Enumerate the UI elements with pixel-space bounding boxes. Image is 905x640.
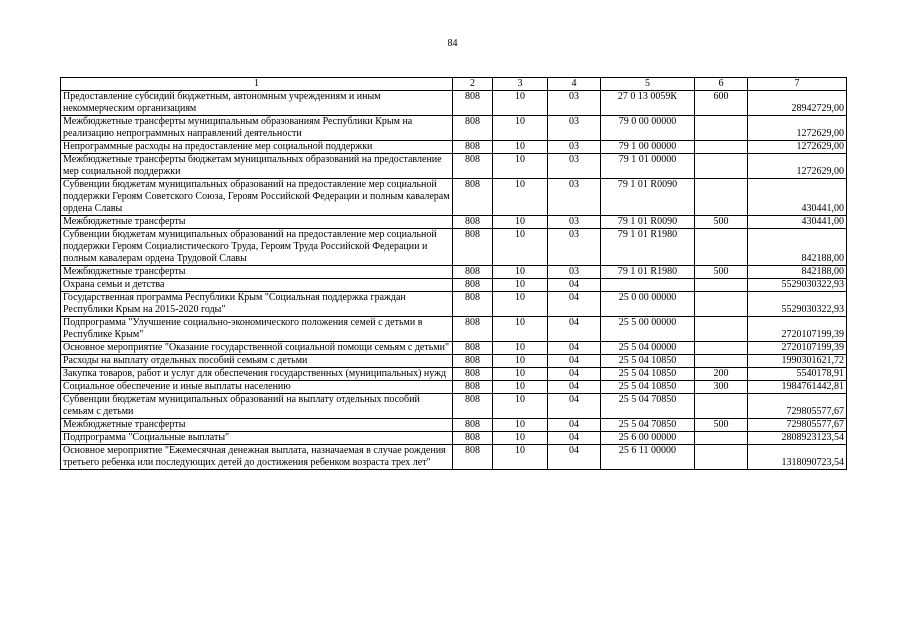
row-expense-type-cell xyxy=(695,179,748,216)
header-cell-name: 1 xyxy=(61,78,453,91)
row-section-cell: 10 xyxy=(493,179,548,216)
row-ministry-code-cell: 808 xyxy=(453,419,493,432)
row-section-cell: 10 xyxy=(493,154,548,179)
row-expense-type-cell xyxy=(695,432,748,445)
header-cell-subsection: 4 xyxy=(548,78,601,91)
row-expense-type-cell xyxy=(695,317,748,342)
row-name-cell: Непрограммные расходы на предоставление мер социальной поддержки xyxy=(61,141,453,154)
row-expense-type-cell: 300 xyxy=(695,381,748,394)
row-subsection-cell: 04 xyxy=(548,292,601,317)
row-expense-type-cell xyxy=(695,342,748,355)
table-row xyxy=(61,317,847,342)
table-row xyxy=(61,445,847,470)
row-target-article-cell: 25 5 04 10850 xyxy=(601,355,695,368)
table-row xyxy=(61,229,847,266)
page-number: 84 xyxy=(447,38,458,49)
row-amount-cell: 5529030322,93 xyxy=(748,279,847,292)
row-amount-cell: 1272629,00 xyxy=(748,154,847,179)
row-target-article-cell: 79 1 00 00000 xyxy=(601,141,695,154)
row-target-article-cell: 25 5 04 70850 xyxy=(601,394,695,419)
table-row xyxy=(61,394,847,419)
row-section-cell: 10 xyxy=(493,368,548,381)
row-name-cell: Социальное обеспечение и иные выплаты населению xyxy=(61,381,453,394)
row-subsection-cell: 03 xyxy=(548,91,601,116)
row-amount-cell: 842188,00 xyxy=(748,229,847,266)
row-target-article-cell: 25 5 04 00000 xyxy=(601,342,695,355)
row-subsection-cell: 04 xyxy=(548,445,601,470)
row-expense-type-cell xyxy=(695,394,748,419)
row-target-article-cell: 25 5 04 70850 xyxy=(601,419,695,432)
row-subsection-cell: 04 xyxy=(548,368,601,381)
row-name-cell: Подпрограмма "Социальные выплаты" xyxy=(61,432,453,445)
row-name-cell: Межбюджетные трансферты бюджетам муниципальных образований на предоставление мер социальной поддержки xyxy=(61,154,453,179)
row-expense-type-cell xyxy=(695,445,748,470)
row-subsection-cell: 04 xyxy=(548,355,601,368)
row-amount-cell: 2720107199,39 xyxy=(748,342,847,355)
row-amount-cell: 5540178,91 xyxy=(748,368,847,381)
row-section-cell: 10 xyxy=(493,381,548,394)
row-section-cell: 10 xyxy=(493,141,548,154)
row-name-cell: Предоставление субсидий бюджетным, автономным учреждениям и иным некоммерческим организациям xyxy=(61,91,453,116)
header-cell-expense-type: 6 xyxy=(695,78,748,91)
table-row xyxy=(61,266,847,279)
row-subsection-cell: 03 xyxy=(548,154,601,179)
row-expense-type-cell: 200 xyxy=(695,368,748,381)
row-ministry-code-cell: 808 xyxy=(453,279,493,292)
row-amount-cell: 842188,00 xyxy=(748,266,847,279)
row-target-article-cell: 79 1 01 R0090 xyxy=(601,216,695,229)
row-name-cell: Межбюджетные трансферты xyxy=(61,266,453,279)
row-ministry-code-cell: 808 xyxy=(453,292,493,317)
header-cell-target: 5 xyxy=(601,78,695,91)
row-amount-cell: 729805577,67 xyxy=(748,419,847,432)
table-row xyxy=(61,419,847,432)
row-target-article-cell: 25 0 00 00000 xyxy=(601,292,695,317)
row-section-cell: 10 xyxy=(493,419,548,432)
row-subsection-cell: 03 xyxy=(548,179,601,216)
row-expense-type-cell xyxy=(695,154,748,179)
row-expense-type-cell: 500 xyxy=(695,419,748,432)
row-target-article-cell: 79 0 00 00000 xyxy=(601,116,695,141)
row-ministry-code-cell: 808 xyxy=(453,229,493,266)
row-name-cell: Межбюджетные трансферты xyxy=(61,216,453,229)
row-ministry-code-cell: 808 xyxy=(453,381,493,394)
row-subsection-cell: 03 xyxy=(548,229,601,266)
row-name-cell: Закупка товаров, работ и услуг для обеспечения государственных (муниципальных) нужд xyxy=(61,368,453,381)
row-target-article-cell: 25 5 04 10850 xyxy=(601,381,695,394)
row-target-article-cell: 25 6 11 00000 xyxy=(601,445,695,470)
row-name-cell: Государственная программа Республики Крым "Социальная поддержка граждан Республики Крым на 2015-2020 годы" xyxy=(61,292,453,317)
row-name-cell: Охрана семьи и детства xyxy=(61,279,453,292)
row-subsection-cell: 03 xyxy=(548,266,601,279)
row-ministry-code-cell: 808 xyxy=(453,216,493,229)
row-amount-cell: 430441,00 xyxy=(748,216,847,229)
row-subsection-cell: 03 xyxy=(548,216,601,229)
row-amount-cell: 5529030322,93 xyxy=(748,292,847,317)
row-subsection-cell: 04 xyxy=(548,419,601,432)
row-section-cell: 10 xyxy=(493,317,548,342)
row-expense-type-cell xyxy=(695,355,748,368)
row-subsection-cell: 04 xyxy=(548,279,601,292)
row-name-cell: Межбюджетные трансферты муниципальным образованиям Республики Крым на реализацию непрограммных направлений деятельности xyxy=(61,116,453,141)
row-target-article-cell: 79 1 01 R1980 xyxy=(601,229,695,266)
row-ministry-code-cell: 808 xyxy=(453,116,493,141)
row-ministry-code-cell: 808 xyxy=(453,266,493,279)
table-row xyxy=(61,116,847,141)
row-ministry-code-cell: 808 xyxy=(453,432,493,445)
row-target-article-cell: 79 1 01 R0090 xyxy=(601,179,695,216)
row-expense-type-cell xyxy=(695,141,748,154)
row-name-cell: Расходы на выплату отдельных пособий семьям с детьми xyxy=(61,355,453,368)
row-subsection-cell: 04 xyxy=(548,381,601,394)
row-section-cell: 10 xyxy=(493,116,548,141)
row-expense-type-cell xyxy=(695,292,748,317)
row-target-article-cell xyxy=(601,279,695,292)
row-ministry-code-cell: 808 xyxy=(453,154,493,179)
row-amount-cell: 2808923123,54 xyxy=(748,432,847,445)
row-section-cell: 10 xyxy=(493,279,548,292)
row-section-cell: 10 xyxy=(493,355,548,368)
budget-table xyxy=(60,77,847,470)
row-amount-cell: 1318090723,54 xyxy=(748,445,847,470)
row-amount-cell: 1990301621,72 xyxy=(748,355,847,368)
row-section-cell: 10 xyxy=(493,292,548,317)
row-ministry-code-cell: 808 xyxy=(453,445,493,470)
row-amount-cell: 1272629,00 xyxy=(748,116,847,141)
row-section-cell: 10 xyxy=(493,216,548,229)
row-ministry-code-cell: 808 xyxy=(453,179,493,216)
table-row xyxy=(61,141,847,154)
header-cell-amount: 7 xyxy=(748,78,847,91)
row-subsection-cell: 03 xyxy=(548,116,601,141)
row-amount-cell: 2720107199,39 xyxy=(748,317,847,342)
row-name-cell: Основное мероприятие "Ежемесячная денежная выплата, назначаемая в случае рождения третьего ребенка или последующих детей до достижения ребенком возраста трех лет" xyxy=(61,445,453,470)
row-section-cell: 10 xyxy=(493,266,548,279)
row-name-cell: Субвенции бюджетам муниципальных образований на предоставление мер социальной поддержки Героям Советского Союза, Героям Российской Федерации и полным кавалерам ордена Славы xyxy=(61,179,453,216)
row-expense-type-cell: 500 xyxy=(695,216,748,229)
row-expense-type-cell: 500 xyxy=(695,266,748,279)
row-name-cell: Основное мероприятие "Оказание государственной социальной помощи семьям с детьми" xyxy=(61,342,453,355)
header-cell-code: 2 xyxy=(453,78,493,91)
row-name-cell: Субвенции бюджетам муниципальных образований на выплату отдельных пособий семьям с детьми xyxy=(61,394,453,419)
row-amount-cell: 430441,00 xyxy=(748,179,847,216)
row-section-cell: 10 xyxy=(493,394,548,419)
row-amount-cell: 1984761442,81 xyxy=(748,381,847,394)
row-subsection-cell: 04 xyxy=(548,394,601,419)
row-amount-cell: 1272629,00 xyxy=(748,141,847,154)
table-row xyxy=(61,279,847,292)
row-expense-type-cell xyxy=(695,279,748,292)
row-name-cell: Подпрограмма "Улучшение социально-экономического положения семей с детьми в Республике Крым" xyxy=(61,317,453,342)
row-expense-type-cell xyxy=(695,116,748,141)
table-row xyxy=(61,91,847,116)
row-ministry-code-cell: 808 xyxy=(453,141,493,154)
row-expense-type-cell xyxy=(695,229,748,266)
row-ministry-code-cell: 808 xyxy=(453,355,493,368)
row-section-cell: 10 xyxy=(493,342,548,355)
table-row xyxy=(61,179,847,216)
table-row xyxy=(61,154,847,179)
row-section-cell: 10 xyxy=(493,91,548,116)
row-name-cell: Межбюджетные трансферты xyxy=(61,419,453,432)
table-row xyxy=(61,355,847,368)
table-row xyxy=(61,368,847,381)
row-target-article-cell: 79 1 01 00000 xyxy=(601,154,695,179)
table-row xyxy=(61,432,847,445)
row-target-article-cell: 25 5 04 10850 xyxy=(601,368,695,381)
table-header-row xyxy=(61,78,847,91)
table-row xyxy=(61,381,847,394)
row-subsection-cell: 04 xyxy=(548,342,601,355)
table-row xyxy=(61,292,847,317)
row-section-cell: 10 xyxy=(493,229,548,266)
row-subsection-cell: 04 xyxy=(548,432,601,445)
table-row xyxy=(61,342,847,355)
row-subsection-cell: 03 xyxy=(548,141,601,154)
row-target-article-cell: 25 5 00 00000 xyxy=(601,317,695,342)
row-ministry-code-cell: 808 xyxy=(453,342,493,355)
row-target-article-cell: 79 1 01 R1980 xyxy=(601,266,695,279)
row-amount-cell: 28942729,00 xyxy=(748,91,847,116)
row-target-article-cell: 27 0 13 0059К xyxy=(601,91,695,116)
row-section-cell: 10 xyxy=(493,445,548,470)
row-target-article-cell: 25 6 00 00000 xyxy=(601,432,695,445)
row-name-cell: Субвенции бюджетам муниципальных образований на предоставление мер социальной поддержки Героям Социалистического Труда, Героям Труда Российской Федерации и полным кавалерам ордена Трудовой Славы xyxy=(61,229,453,266)
row-ministry-code-cell: 808 xyxy=(453,368,493,381)
row-subsection-cell: 04 xyxy=(548,317,601,342)
header-cell-section: 3 xyxy=(493,78,548,91)
row-ministry-code-cell: 808 xyxy=(453,394,493,419)
row-expense-type-cell: 600 xyxy=(695,91,748,116)
row-ministry-code-cell: 808 xyxy=(453,317,493,342)
row-amount-cell: 729805577,67 xyxy=(748,394,847,419)
row-ministry-code-cell: 808 xyxy=(453,91,493,116)
table-body xyxy=(61,78,847,470)
table-row xyxy=(61,216,847,229)
row-section-cell: 10 xyxy=(493,432,548,445)
